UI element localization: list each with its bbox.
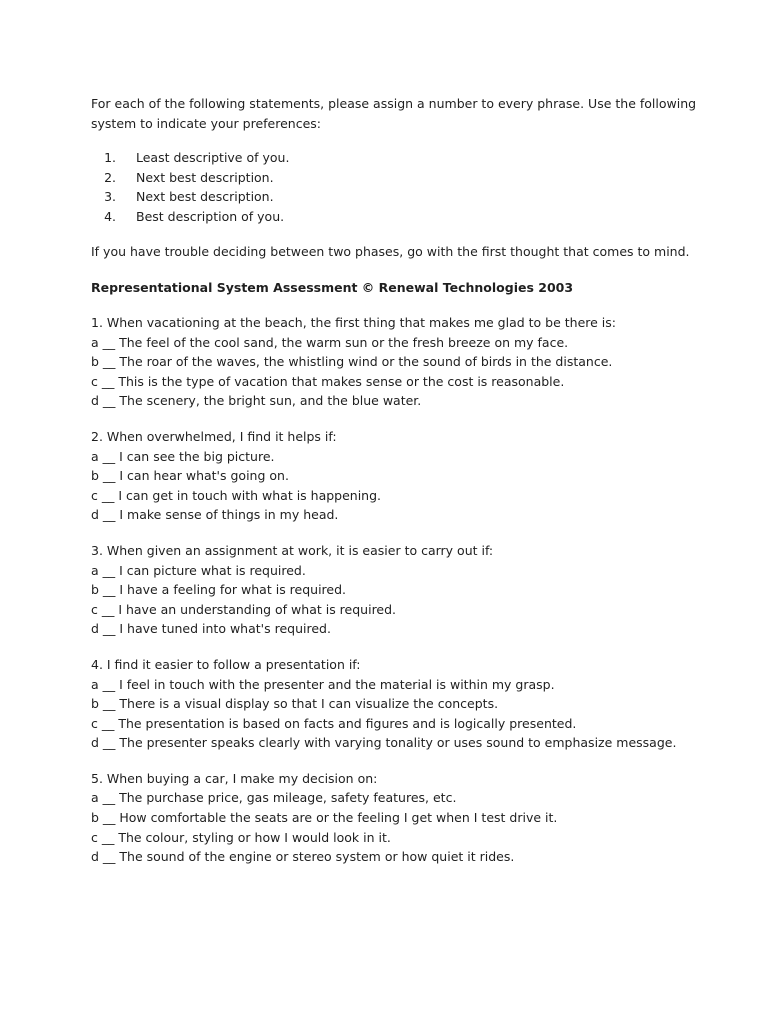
answer-option-a: a __ The purchase price, gas mileage, safety features, etc.	[91, 790, 457, 806]
question-1	[91, 313, 731, 411]
list-item	[91, 187, 731, 207]
answer-option-c: c __ I can get in touch with what is happening.	[91, 487, 382, 503]
answer-option-b: b __ How comfortable the seats are or the feeling I get when I test drive it.	[91, 810, 558, 826]
answer-option-a: a __ I feel in touch with the presenter and the material is within my grasp.	[91, 676, 555, 692]
answer-option-c: c __ The presentation is based on facts and figures and is logically presented.	[91, 715, 577, 731]
answer-option-d: d __ The sound of the engine or stereo system or how quiet it rides.	[91, 849, 515, 865]
instruction-note: If you have trouble deciding between two phases, go with the first thought that comes to mind.	[91, 244, 690, 259]
answer-option-d: d __ The presenter speaks clearly with varying tonality or uses sound to emphasize message.	[91, 735, 677, 751]
answer-option-b: b __ There is a visual display so that I can visualize the concepts.	[91, 696, 499, 712]
question-5	[91, 769, 731, 867]
answer-option-a: a __ I can picture what is required.	[91, 562, 306, 578]
answer-option-b: b __ The roar of the waves, the whistling wind or the sound of birds in the distance.	[91, 354, 613, 370]
answer-option-d: d __ The scenery, the bright sun, and the blue water.	[91, 393, 422, 409]
list-item-number: 3.	[104, 189, 116, 204]
list-item	[91, 168, 731, 188]
list-item-text: Next best description.	[136, 169, 274, 185]
list-item-text: Next best description.	[136, 189, 274, 204]
document-page	[91, 94, 731, 867]
list-item-text: Least descriptive of you.	[136, 150, 290, 165]
preference-scale-list	[91, 148, 731, 226]
intro-line-2: system to indicate your preferences:	[91, 115, 322, 131]
question-prompt: 5. When buying a car, I make my decision on:	[91, 770, 378, 786]
answer-option-b: b __ I can hear what's going on.	[91, 468, 289, 484]
list-item-number: 2.	[104, 169, 116, 185]
question-prompt: 1. When vacationing at the beach, the first thing that makes me glad to be there is:	[91, 315, 617, 330]
intro-paragraph	[91, 94, 731, 133]
answer-option-b: b __ I have a feeling for what is required.	[91, 582, 347, 598]
answer-option-c: c __ The colour, styling or how I would look in it.	[91, 829, 391, 845]
question-prompt: 3. When given an assignment at work, it is easier to carry out if:	[91, 542, 494, 558]
assessment-heading: Representational System Assessment © Renewal Technologies 2003	[91, 279, 574, 295]
list-item	[91, 148, 731, 168]
question-3	[91, 541, 731, 639]
question-4	[91, 655, 731, 753]
question-prompt: 2. When overwhelmed, I find it helps if:	[91, 428, 337, 444]
answer-option-c: c __ This is the type of vacation that makes sense or the cost is reasonable.	[91, 373, 565, 389]
list-item-text: Best description of you.	[136, 208, 285, 224]
question-2	[91, 427, 731, 525]
answer-option-d: d __ I make sense of things in my head.	[91, 507, 339, 523]
answer-option-a: a __ I can see the big picture.	[91, 448, 275, 464]
answer-option-c: c __ I have an understanding of what is required.	[91, 601, 397, 617]
list-item-number: 1.	[104, 150, 116, 165]
question-prompt: 4. I find it easier to follow a presentation if:	[91, 656, 361, 672]
answer-option-a: a __ The feel of the cool sand, the warm sun or the fresh breeze on my face.	[91, 334, 569, 350]
intro-line-1: For each of the following statements, please assign a number to every phrase. Use the following	[91, 96, 697, 111]
list-item-number: 4.	[104, 208, 116, 224]
list-item	[91, 207, 731, 227]
answer-option-d: d __ I have tuned into what's required.	[91, 621, 331, 637]
